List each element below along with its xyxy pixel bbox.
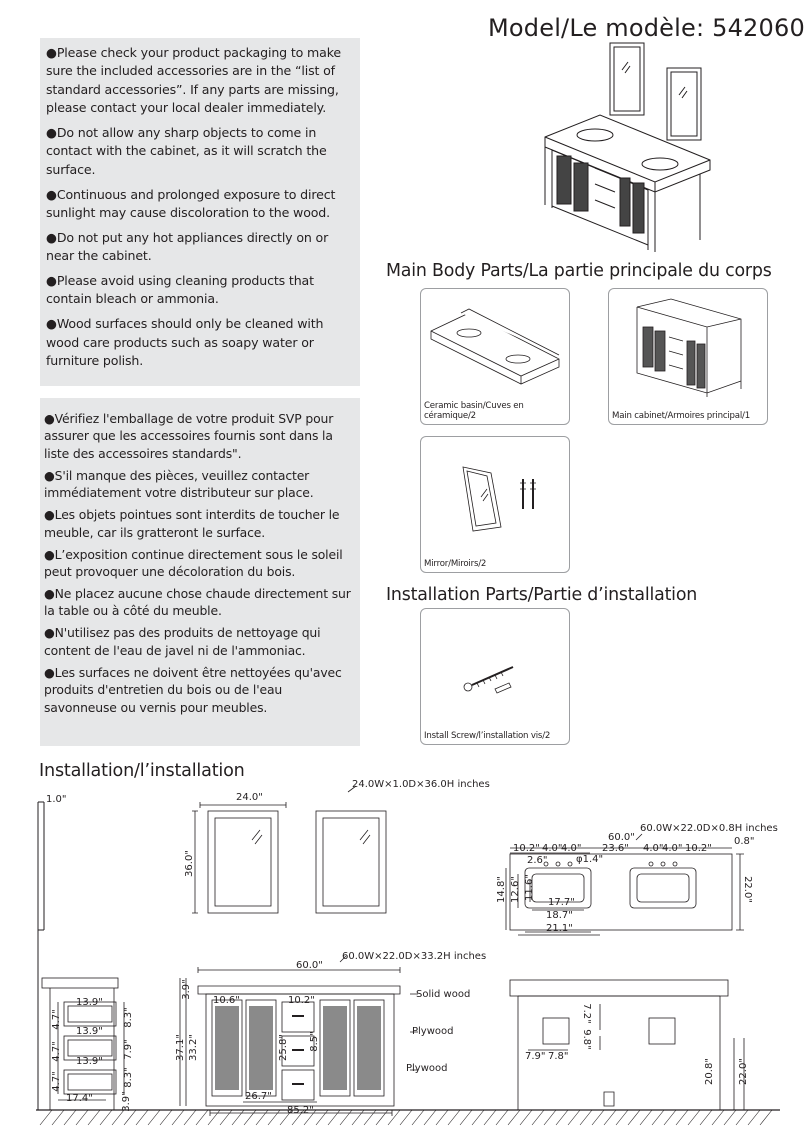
top-width-label: 60.0"	[608, 832, 635, 843]
cabinet-caption: Main cabinet/Armoires principal/1	[612, 411, 751, 421]
cabinet-dim-26-7: 26.7"	[245, 1091, 272, 1102]
note-fr-5: ●Ne placez aucune chose chaude directement sur la table ou à côté du meuble.	[44, 586, 351, 619]
installation-parts-heading: Installation Parts/Partie d’installation	[386, 585, 698, 605]
screw-image	[421, 609, 571, 729]
cabinet-spec-label: 60.0W×22.0D×33.2H inches	[342, 951, 487, 962]
top-depth-label: 22.0"	[741, 876, 753, 903]
mirror-width-label: 24.0"	[236, 792, 263, 803]
top-dim-21-1: 21.1"	[546, 923, 573, 934]
note-fr-7: ●Les surfaces ne doivent être nettoyées qu'avec produits d'entretien du bois ou de l'eau savonneuse ou vernis pour meubles.	[44, 664, 342, 715]
top-dim-2-6: 2.6"	[527, 855, 548, 866]
back-dim-7-9: 7.9"	[525, 1051, 546, 1062]
cabinet-dim-25-8: 25.8"	[277, 1034, 289, 1061]
mirror-caption: Mirror/Miroirs/2	[424, 559, 487, 569]
drawer-dim-7-9: 7.9"	[122, 1039, 134, 1060]
top-sub-label: 23.6"	[602, 843, 629, 854]
note-en-2: ●Do not allow any sharp objects to come in contact with the cabinet, as it will scratch the surface.	[46, 125, 327, 177]
material-plywood-2: Plywood	[406, 1063, 448, 1074]
note-fr-4: ●L’exposition continue directement sous le soleil peut provoquer une décoloration du bois.	[44, 546, 343, 580]
cabinet-image	[609, 289, 769, 409]
mirror-depth-label: 1.0"	[46, 794, 67, 805]
back-dim-20-8: 20.8"	[703, 1058, 715, 1085]
note-fr-1: ●Vérifiez l'emballage de votre produit SVP pour assurer que les accessoires fournis sont dans la liste des accessoires standards".	[44, 411, 334, 461]
cabinet-dim-8-5: 8.5"	[308, 1031, 320, 1052]
cabinet-dim-85-2: 85.2"	[287, 1105, 314, 1116]
top-dim-14-8: 14.8"	[495, 876, 507, 903]
cabinet-dim-3-9-top: 3.9"	[180, 979, 192, 1000]
cabinet-width-label: 60.0"	[296, 960, 323, 971]
cabinet-height-37-1: 37.1"	[174, 1034, 186, 1061]
cabinet-height-33-2: 33.2"	[187, 1034, 199, 1061]
drawer-dim-8-3-b: 8.3"	[122, 1067, 134, 1088]
basin-countertop-image	[421, 289, 571, 409]
top-dim-4-0-b: 4.0"	[561, 843, 582, 854]
note-en-1: ●Please check your product packaging to make sure the included accessories are in the “list of standard accessories”. If any parts are missing, please contact your local dealer immediately.	[46, 45, 342, 116]
material-solid-wood: Solid wood	[416, 989, 471, 1000]
back-dim-9-8: 9.8"	[580, 1029, 592, 1050]
top-dim-11-6: 11.6"	[523, 874, 535, 901]
drawer-dim-4-7-a: 4.7"	[50, 1009, 62, 1030]
note-fr-6: ●N'utilisez pas des produits de nettoyage qui content de l'eau de javel ni de l'ammoniac.	[44, 625, 321, 658]
drawer-dim-13-9-b: 13.9"	[76, 1026, 103, 1037]
back-dim-7-8: 7.8"	[548, 1051, 569, 1062]
mirror-image	[421, 437, 571, 557]
cabinet-dim-10-2: 10.2"	[288, 995, 315, 1006]
basin-caption: Ceramic basin/Cuves en céramique/2	[424, 401, 524, 421]
drawer-dim-17-4: 17.4"	[66, 1093, 93, 1104]
top-dim-4-0-c: 4.0"	[643, 843, 664, 854]
mirror-height-label: 36.0"	[183, 850, 195, 877]
note-fr-3: ●Les objets pointues sont interdits de toucher le meuble, car ils gratteront le surface.	[44, 507, 340, 540]
cabinet-dim-10-6: 10.6"	[213, 995, 240, 1006]
mirror-spec-label: 24.0W×1.0D×36.0H inches	[352, 779, 490, 790]
back-dim-22-0: 22.0"	[737, 1058, 749, 1085]
cabinet-dim-3-9-bot: 3.9"	[120, 1091, 132, 1112]
top-dim-17-7: 17.7"	[548, 897, 575, 908]
material-plywood-1: Plywood	[412, 1026, 454, 1037]
drawer-dim-8-3-a: 8.3"	[122, 1007, 134, 1028]
installation-heading: Installation/l’installation	[39, 761, 245, 781]
drawer-dim-4-7-c: 4.7"	[50, 1071, 62, 1092]
top-thick-label: 0.8"	[734, 836, 755, 847]
notes-french	[40, 398, 360, 746]
notes-english	[40, 38, 360, 386]
top-dim-4-0-d: 4.0"	[662, 843, 683, 854]
note-en-4: ●Do not put any hot appliances directly on or near the cabinet.	[46, 229, 329, 264]
vanity-illustration	[540, 40, 720, 255]
top-dim-12-6: 12.6"	[509, 876, 521, 903]
note-en-3: ●Continuous and prolonged exposure to direct sunlight may cause discoloration to the wood.	[46, 186, 336, 221]
top-spec-label: 60.0W×22.0D×0.8H inches	[640, 823, 778, 834]
drawer-dim-13-9-c: 13.9"	[76, 1056, 103, 1067]
back-dim-7-2: 7.2"	[580, 1003, 592, 1024]
part-screw	[420, 608, 570, 745]
top-dim-4-0-a: 4.0"	[542, 843, 563, 854]
part-mirror	[420, 436, 570, 573]
part-cabinet	[608, 288, 768, 425]
note-en-5: ●Please avoid using cleaning products that contain bleach or ammonia.	[46, 273, 314, 307]
drawer-dim-13-9-a: 13.9"	[76, 997, 103, 1008]
top-dim-10-2-b: 10.2"	[685, 843, 712, 854]
screw-caption: Install Screw/l’installation vis/2	[424, 731, 551, 741]
drawer-dim-4-7-b: 4.7"	[50, 1041, 62, 1062]
top-dim-18-7: 18.7"	[546, 910, 573, 921]
top-dim-10-2-a: 10.2"	[513, 843, 540, 854]
note-en-6: ●Wood surfaces should only be cleaned with wood care products such as soapy water or furniture polish.	[46, 316, 324, 369]
part-basin	[420, 288, 570, 425]
main-body-parts-heading: Main Body Parts/La partie principale du corps	[386, 261, 772, 281]
model-title: Model/Le modèle: 542060	[488, 14, 805, 42]
top-hole-label: φ1.4"	[576, 854, 604, 865]
note-fr-2: ●S'il manque des pièces, veuillez contacter immédiatement votre distributeur sur place.	[44, 467, 314, 501]
